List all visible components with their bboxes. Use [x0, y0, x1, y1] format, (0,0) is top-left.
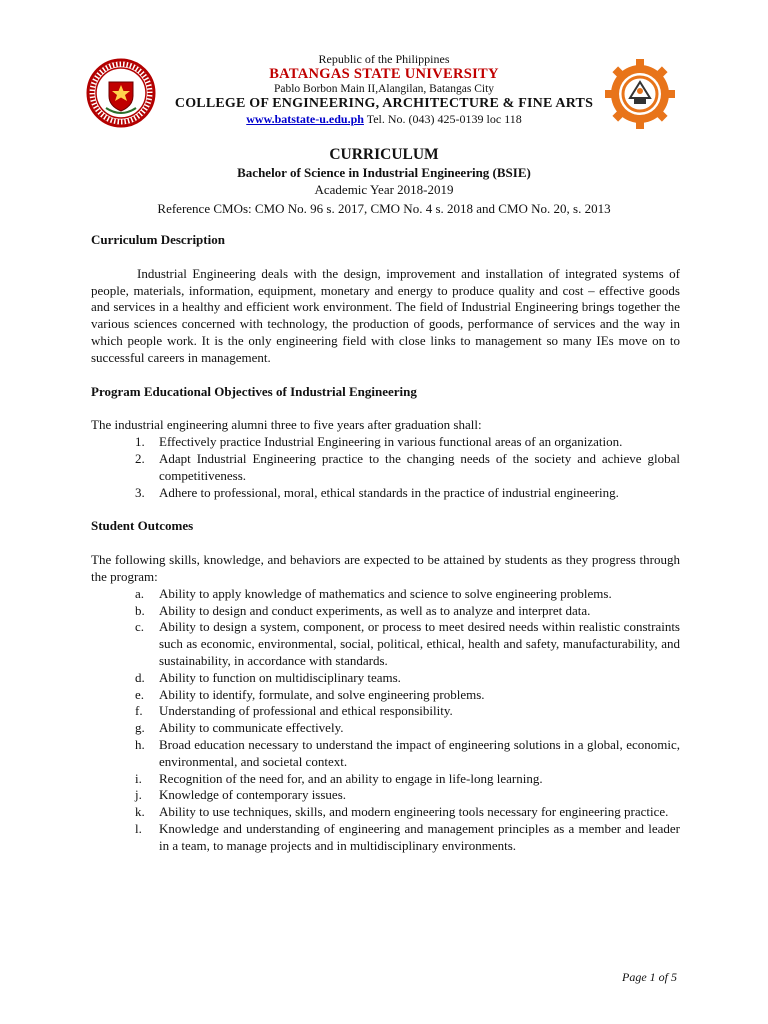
- list-item: b. Ability to design and conduct experiments, as well as to analyze and interpret data.: [135, 602, 591, 618]
- university-address: Pablo Borbon Main II,Alangilan, Batangas City: [273, 83, 495, 95]
- title-block: [0, 146, 768, 218]
- list-item: k. Ability to use techniques, skills, and modern engineering tools necessary for engineering practice.: [135, 804, 669, 820]
- contact-line: [0, 112, 768, 126]
- list-item: 3. Adhere to professional, moral, ethical standards in the practice of industrial engineering.: [135, 484, 619, 500]
- page-number: Page 1 of 5: [622, 970, 677, 984]
- list-item: d. Ability to function on multidisciplinary teams.: [135, 669, 401, 685]
- description-heading: Curriculum Description: [91, 232, 225, 247]
- list-item: 1. Effectively practice Industrial Engineering in various functional areas of an organization.: [135, 434, 623, 450]
- academic-year: Academic Year 2018-2019: [314, 182, 454, 197]
- objectives-heading: Program Educational Objectives of Industrial Engineering: [91, 383, 417, 399]
- reference-cmos: Reference CMOs: CMO No. 96 s. 2017, CMO No. 4 s. 2018 and CMO No. 20, s. 2013: [157, 201, 611, 216]
- list-item: l. Knowledge and understanding of engineering and management principles as a member and leader in a team, to manage projects and in multidisciplinary environments.: [135, 820, 680, 853]
- list-item: f. Understanding of professional and ethical responsibility.: [135, 703, 453, 719]
- college-name: COLLEGE OF ENGINEERING, ARCHITECTURE & FINE ARTS: [174, 96, 594, 111]
- outcomes-list: [91, 586, 680, 855]
- phone-number: Tel. No. (043) 425-0139 loc 118: [363, 112, 522, 126]
- republic-line: Republic of the Philippines: [318, 52, 450, 66]
- university-name: BATANGAS STATE UNIVERSITY: [269, 66, 499, 82]
- list-item: c. Ability to design a system, component, or process to meet desired needs within realistic constraints such as economic, environmental, social, political, ethical, health and safety, manufacturability, and sustainability, in accordance with standards.: [135, 619, 680, 668]
- description-text: Industrial Engineering deals with the design, improvement and installation of integrated systems of people, materials, information, equipment, monetary and energy to produce quality and cost – effective goods and services in a healthy and efficient work environment. The field of Industrial Engineering brings together the various sciences concerned with technology, the production of goods, performance of services and the way in which people work. It is the only engineering field with close links to management so many IEs move on to successful careers in management.: [91, 265, 680, 365]
- program-name: Bachelor of Science in Industrial Engineering (BSIE): [237, 165, 531, 180]
- list-item: e. Ability to identify, formulate, and solve engineering problems.: [135, 686, 485, 702]
- list-item: j. Knowledge of contemporary issues.: [135, 787, 347, 803]
- outcomes-heading: Student Outcomes: [91, 518, 194, 534]
- list-item: 2. Adapt Industrial Engineering practice to the changing needs of the society and achieve global competitiveness.: [135, 450, 680, 483]
- document-title: CURRICULUM: [329, 146, 439, 163]
- objectives-list: [91, 434, 680, 501]
- letterhead: [0, 52, 768, 126]
- outcomes-intro: The following skills, knowledge, and behaviors are expected to be attained by students as they progress through the program:: [91, 552, 680, 584]
- website-link[interactable]: www.batstate-u.edu.ph: [246, 112, 364, 126]
- list-item: h. Broad education necessary to understand the impact of engineering solutions in a global, economic, environmental, and societal context.: [135, 736, 680, 769]
- list-item: g. Ability to communicate effectively.: [135, 720, 344, 736]
- list-item: i. Recognition of the need for, and an ability to engage in life-long learning.: [135, 770, 543, 786]
- document-body: [91, 232, 680, 855]
- list-item: a. Ability to apply knowledge of mathematics and science to solve engineering problems.: [135, 585, 612, 601]
- objectives-intro: The industrial engineering alumni three to five years after graduation shall:: [91, 417, 482, 433]
